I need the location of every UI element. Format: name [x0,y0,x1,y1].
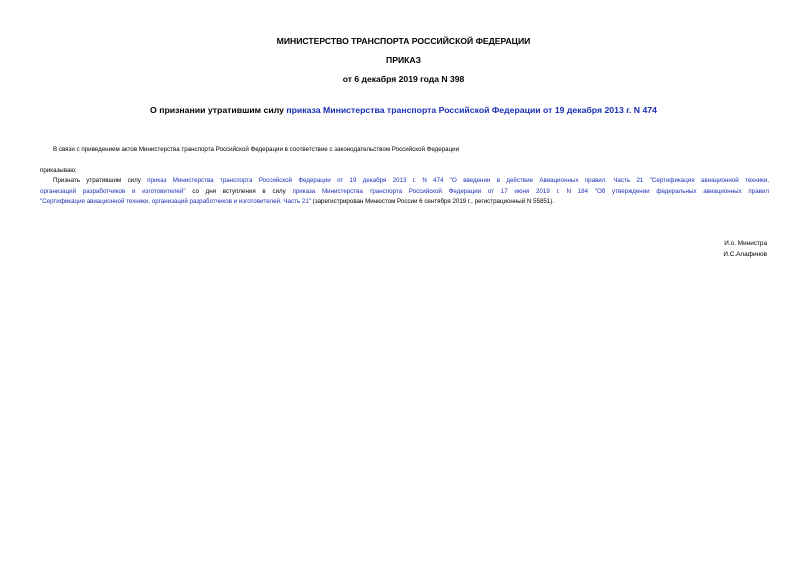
paragraph-line-2 [40,187,769,198]
new-order-link[interactable]: приказа Министерства транспорта Российской Федерации от 17 июня 2019 г. N 184 "Об утверждении федеральных авиационных правил [292,187,769,195]
order-subject [0,105,807,116]
ministry-title: МИНИСТЕРСТВО ТРАНСПОРТА РОССИЙСКОЙ ФЕДЕРАЦИИ [276,36,531,46]
line1-prefix: Признать утратившим силу [53,177,148,184]
signature-block [723,238,767,260]
orders-word: приказываю: [40,167,77,174]
paragraph-line-1 [40,176,769,187]
preamble-text: В связи с приведением актов Министерства транспорта Российской Федерации в соответствие с законодательством Российской Федерации [53,146,460,153]
signer-name: И.С.Алафинов [723,251,767,258]
order-date-number: от 6 декабря 2019 года N 398 [342,74,465,84]
revoked-order-link-continued[interactable]: организаций разработчиков и изготовителей" [40,187,186,195]
paragraph-line-3 [40,197,769,208]
subject-link[interactable]: приказа Министерства транспорта Российской Федерации от 19 декабря 2013 г. N 474 [286,105,657,115]
line2-middle: со дня вступления в силу [185,187,293,195]
document-type: ПРИКАЗ [386,55,421,65]
signer-position: И.о. Министра [724,240,767,247]
revoked-order-link[interactable]: приказ Министерства транспорта Российской Федерации от 19 декабря 2013 г. N 474 "О введении в действие Авиационных правил. Часть 21 "Сертификация авиационной техники, [147,177,769,184]
subject-prefix: О признании утратившим силу [150,105,287,115]
order-paragraph [40,176,769,208]
registration-note: (зарегистрирован Минюстом России 6 сентября 2019 г., регистрационный N 55851). [310,198,555,205]
new-order-link-continued[interactable]: "Сертификация авиационной техники, организаций разработчиков и изготовителей. Часть 21" [40,198,311,205]
